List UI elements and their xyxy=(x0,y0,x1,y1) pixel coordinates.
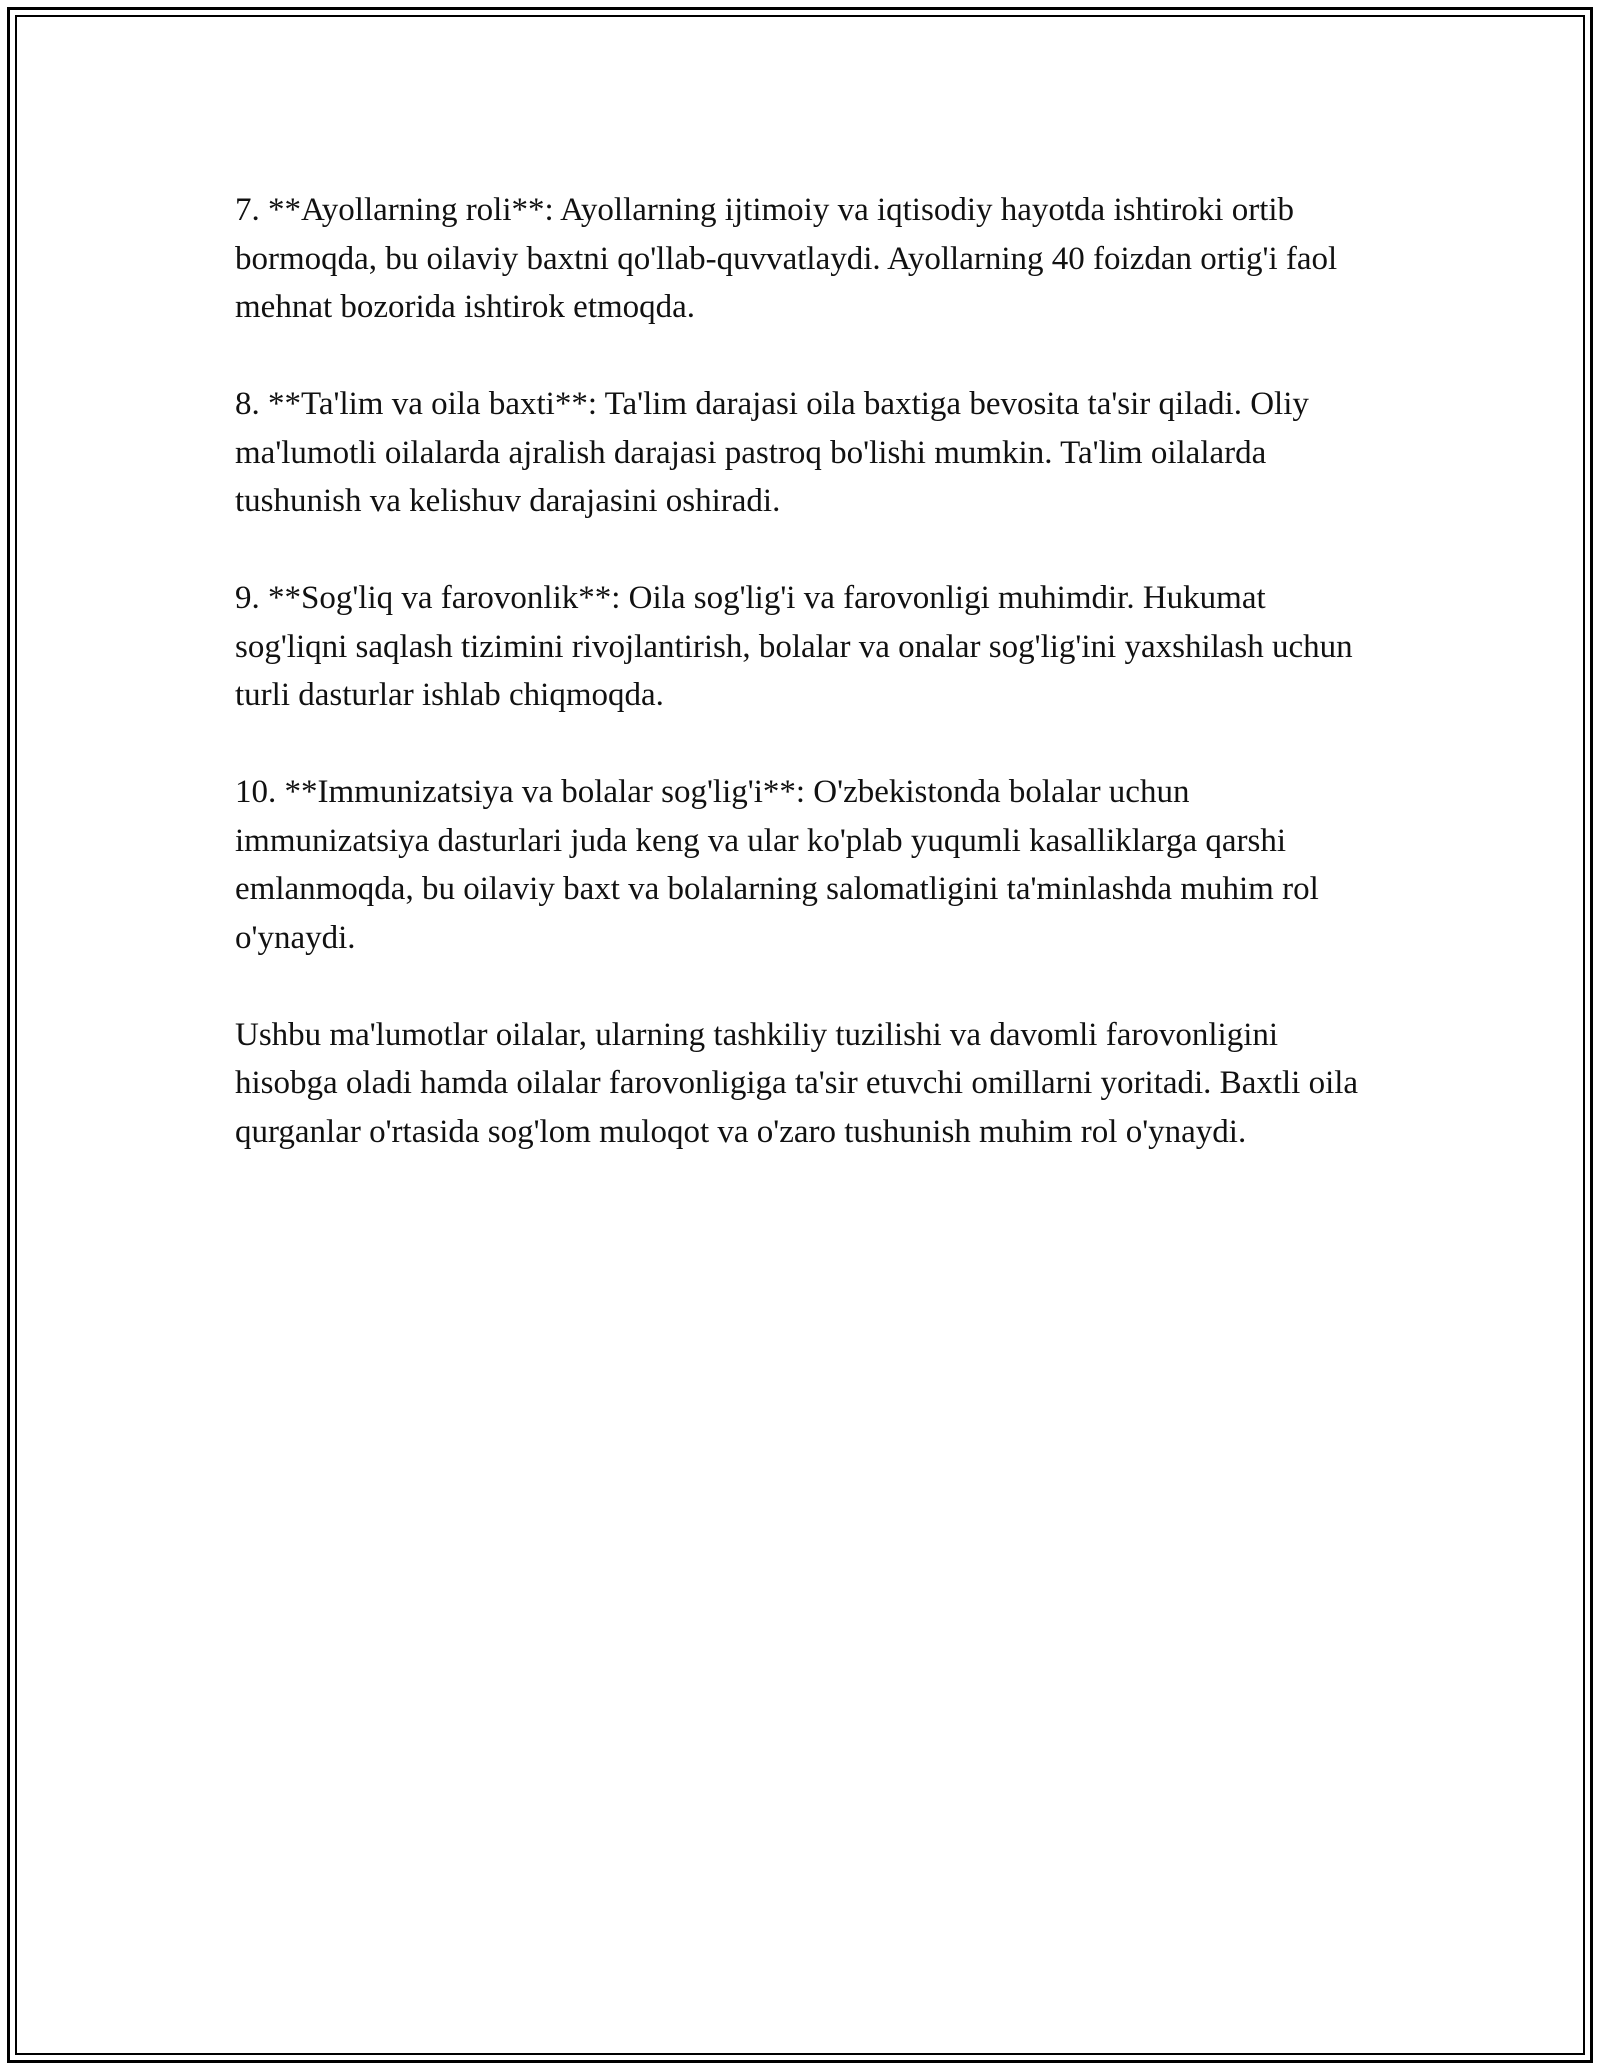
paragraph-womens-role: 7. **Ayollarning roli**: Ayollarning ijtimoiy va iqtisodiy hayotda ishtiroki ortib bormoqda, bu oilaviy baxtni qo'llab-quvvatlaydi. Ayollarning 40 foizdan ortig'i faol mehnat bozorida ishtirok etmoqda. xyxy=(235,192,1338,325)
paragraph-health-wellbeing: 9. **Sog'liq va farovonlik**: Oila sog'lig'i va farovonligi muhimdir. Hukumat sog'liqni saqlash tizimini rivojlantirish, bolalar va onalar sog'lig'ini yaxshilash uchun turli dasturlar ishlab chiqmoqda. xyxy=(235,580,1353,713)
paragraph-education-family-happiness: 8. **Ta'lim va oila baxti**: Ta'lim darajasi oila baxtiga bevosita ta'sir qiladi. Oliy ma'lumotli oilalarda ajralish darajasi pastroq bo'lishi mumkin. Ta'lim oilalarda tushunish va kelishuv darajasini oshiradi. xyxy=(235,386,1309,519)
paragraph-immunization-child-health: 10. **Immunizatsiya va bolalar sog'lig'i**: O'zbekistonda bolalar uchun immunizatsiya dasturlari juda keng va ular ko'plab yuqumli kasalliklarga qarshi emlanmoqda, bu oilaviy baxt va bolalarning salomatligini ta'minlashda muhim rol o'ynaydi. xyxy=(235,774,1319,956)
document-body xyxy=(235,186,1375,1205)
paragraph-conclusion: Ushbu ma'lumotlar oilalar, ularning tashkiliy tuzilishi va davomli farovonligini hisobga oladi hamda oilalar farovonligiga ta'sir etuvchi omillarni yoritadi. Baxtli oila qurganlar o'rtasida sog'lom muloqot va o'zaro tushunish muhim rol o'ynaydi. xyxy=(235,1016,1359,1150)
